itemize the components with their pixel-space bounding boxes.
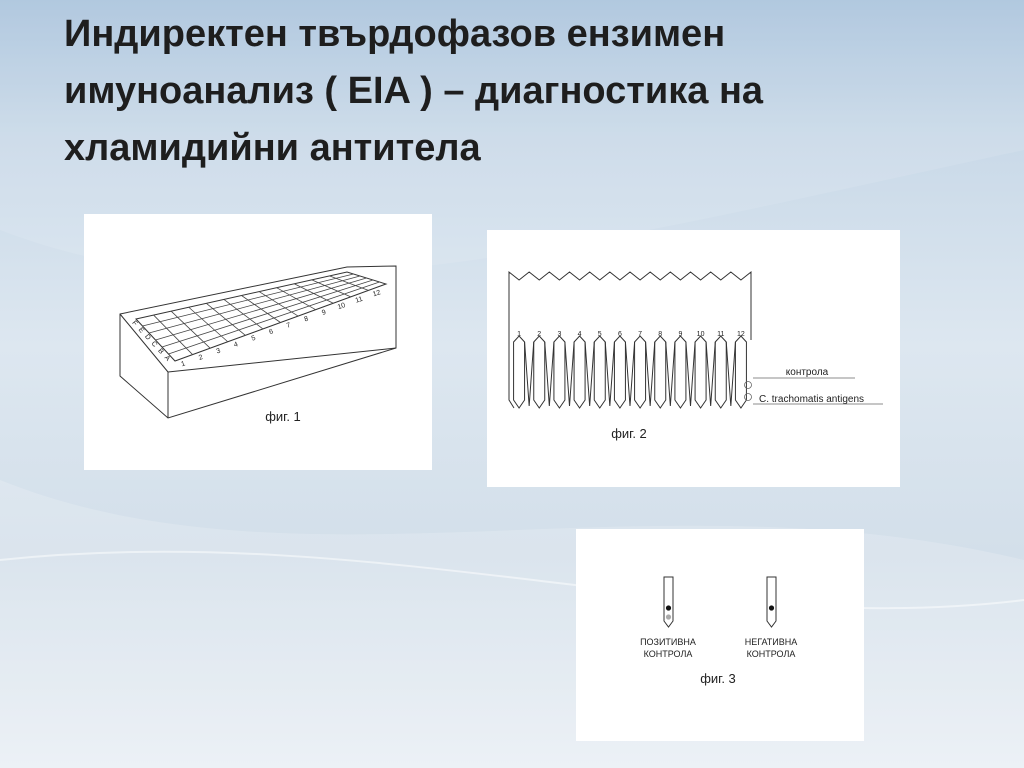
column-number: 8 xyxy=(303,315,310,324)
figure-1-microplate xyxy=(84,214,432,470)
grid-row-line xyxy=(143,274,354,326)
strip-gap-line xyxy=(666,342,675,406)
control-well-circle xyxy=(745,382,752,389)
antigen-strip xyxy=(534,336,545,408)
controls-drawing xyxy=(576,529,864,741)
antigen-strip xyxy=(695,336,706,408)
antigen-well-circle xyxy=(745,394,752,401)
figure-1-caption: фиг. 1 xyxy=(265,409,301,424)
strip-gap-line xyxy=(565,342,574,406)
row-letter: E xyxy=(136,326,146,335)
antigen-strip xyxy=(554,336,565,408)
strip-number: 7 xyxy=(638,331,643,338)
negative-dark-dot xyxy=(769,605,774,610)
strip-number: 1 xyxy=(517,331,522,338)
strip-number: 6 xyxy=(617,331,622,338)
strip-number: 8 xyxy=(658,331,663,338)
strip-gap-line xyxy=(605,342,614,406)
strip-gap-line xyxy=(726,342,735,406)
strip-number: 3 xyxy=(557,331,562,338)
column-number: 12 xyxy=(371,289,382,299)
strip-number: 11 xyxy=(717,331,725,338)
strip-gap-line xyxy=(646,342,655,406)
row-letter: A xyxy=(162,354,172,363)
figure-2-strips xyxy=(487,230,900,487)
strip-gap-line xyxy=(525,342,534,406)
row-letter: F xyxy=(130,319,139,328)
antigen-strip xyxy=(614,336,625,408)
negative-label-line2: КОНТРОЛА xyxy=(746,649,796,659)
column-number: 3 xyxy=(215,347,222,356)
positive-dark-dot xyxy=(666,605,671,610)
strip-number: 4 xyxy=(577,331,582,338)
strip-gap-line xyxy=(585,342,594,406)
control-label: контрола xyxy=(785,367,829,378)
column-number: 7 xyxy=(285,321,292,330)
antigen-strip xyxy=(715,336,726,408)
strip-gap-line xyxy=(686,342,695,406)
row-letter: B xyxy=(156,347,165,356)
strip-gap-line xyxy=(706,342,715,406)
figure-3-caption: фиг. 3 xyxy=(700,671,736,686)
positive-label-line1: ПОЗИТИВНА xyxy=(640,637,696,647)
antigen-strip xyxy=(635,336,646,408)
row-letter: D xyxy=(143,333,152,342)
strip-gap-line xyxy=(625,342,634,406)
antigen-strip xyxy=(594,336,605,408)
grid-row-line xyxy=(169,282,380,354)
strip-number: 2 xyxy=(537,331,542,338)
strip-number: 5 xyxy=(597,331,602,338)
antigen-strip xyxy=(514,336,525,408)
column-number: 1 xyxy=(180,360,187,369)
column-number: 4 xyxy=(233,341,240,350)
figure-2-caption: фиг. 2 xyxy=(611,426,647,441)
strip-frame-drawing xyxy=(487,230,900,487)
column-number: 2 xyxy=(197,354,204,362)
positive-light-dot xyxy=(666,614,671,619)
antigens-label: C. trachomatis antigens xyxy=(759,394,865,405)
column-number: 11 xyxy=(354,295,364,305)
column-number: 5 xyxy=(250,334,257,343)
antigen-strip xyxy=(675,336,686,408)
column-number: 6 xyxy=(268,328,275,337)
strip-number: 12 xyxy=(737,331,745,338)
figure-3-controls xyxy=(576,529,864,741)
positive-label-line2: КОНТРОЛА xyxy=(643,649,693,659)
strip-number: 10 xyxy=(696,331,705,338)
column-number: 10 xyxy=(336,302,347,312)
column-number: 9 xyxy=(321,309,327,317)
slide-title: Индиректен твърдофазов ензимен имуноанализ ( EIA ) – диагностика на хламидийни антитела xyxy=(64,13,764,169)
negative-label-line1: НЕГАТИВНА xyxy=(744,637,798,647)
row-letter: C xyxy=(149,340,159,349)
negative-control-strip xyxy=(767,577,776,627)
microplate-drawing xyxy=(84,214,432,470)
strip-number: 9 xyxy=(678,331,683,338)
antigen-strip xyxy=(574,336,585,408)
grid-row-line xyxy=(156,278,367,340)
strip-gap-line xyxy=(545,342,554,406)
antigen-strip xyxy=(655,336,666,408)
